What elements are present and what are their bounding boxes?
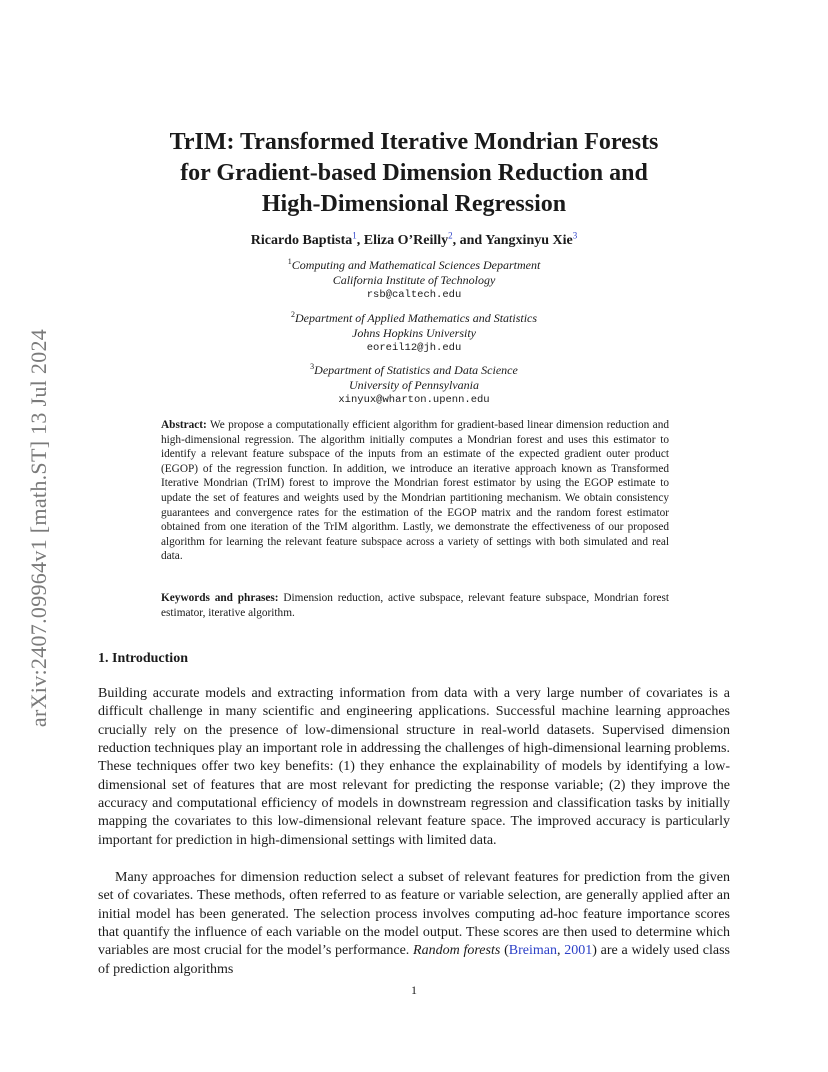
author-separator: , [356,233,364,248]
affiliation-department: Department of Applied Mathematics and Statistics [294,311,538,325]
keywords [161,591,669,620]
affiliation-block [100,311,728,356]
arxiv-identifier: arXiv:2407.09964v1 [math.ST] 13 Jul 2024 [26,328,51,728]
body-paragraph: Building accurate models and extracting information from data with a very large number of covariates is a difficult challenge in many scientific and engineering applications. Successful machine learning approaches crucially rely on the presence of low-dimensional structure in real-world datasets. Supervised dimension reduction techniques play an important role in addressing the challenges of high-dimensional learning problems. These techniques offer two key benefits: (1) they enhance the explainability of models by identifying a low-dimensional set of features that are most relevant for predicting the response variable; (2) they improve the accuracy and computational efficiency of models in downstream regression and classification tasks by initially mapping the covariates to this low-dimensional relevant feature space. The improved accuracy is particularly important for prediction in high-dimensional settings with limited data. [98,686,730,848]
paper-title [100,127,728,220]
author-list [100,230,728,249]
affiliation-email: eoreil12@jh.edu [366,342,462,354]
affiliation-block [100,363,728,408]
abstract-text: We propose a computationally efficient algorithm for gradient-based linear dimension reduction and high-dimensional regression. The algorithm initially computes a Mondrian forest and uses this estimator to identify a relevant feature subspace of the inputs from an estimate of the expected gradient outer product (EGOP) of the regression function. In addition, we introduce an iterative approach known as Transformed Iterative Mondrian (TrIM) forest to improve the Mondrian forest estimator by using the EGOP estimate to update the set of features and weights used by the Mondrian partitioning mechanism. We obtain consistency guarantees and convergence rates for the estimation of the EGOP matrix and the random forest estimator obtained from one iteration of the TrIM algorithm. Lastly, we demonstrate the effectiveness of our proposed algorithm for learning the relevant feature subspace across a variety of settings with both simulated and real data. [161,419,669,563]
affiliation-marker[interactable]: 3 [572,230,578,241]
keywords-label: Keywords and phrases: [161,592,279,604]
affiliation-block [100,258,728,303]
affiliation-number: 2 [290,310,295,319]
citation-year-link[interactable]: 2001 [564,943,593,959]
title-line-3: High-Dimensional Regression [261,191,567,217]
affiliation-institution: California Institute of Technology [332,273,496,287]
author-name: Ricardo Baptista [250,233,353,248]
citation-separator: , [556,943,565,959]
abstract-label: Abstract: [161,419,207,431]
keywords-text: Dimension reduction, active subspace, relevant feature subspace, Mondrian forest estimator, iterative algorithm. [161,592,670,619]
author-name: Eliza O’Reilly [363,233,449,248]
section-heading: 1. Introduction [98,651,188,666]
italic-term: Random forests [413,943,501,959]
affiliation-email: xinyux@wharton.upenn.edu [338,394,490,406]
paragraph-text: ) are a widely used class of prediction algorithms [98,943,730,977]
paragraph-text: Many approaches for dimension reduction select a subset of relevant features for prediction from the given set of covariates. These methods, often referred to as feature or variable selection, are generally applied after an initial model has been generated. The selection process involves computing ad-hoc feature importance scores that quantify the influence of each variable on the model output. These scores are then used to determine which variables are most crucial for the model’s performance. [98,870,730,959]
page-number: 1 [411,983,417,997]
affiliation-marker[interactable]: 2 [448,230,453,241]
author-separator: , and [452,233,486,248]
author-name: Yangxinyu Xie [485,233,573,248]
title-line-1: TrIM: Transformed Iterative Mondrian Forests [169,129,659,155]
affiliation-department: Department of Statistics and Data Science [314,363,518,377]
citation-author-link[interactable]: Breiman [508,943,557,959]
affiliation-institution: Johns Hopkins University [352,326,476,340]
paren-open: ( [500,943,509,959]
affiliation-marker[interactable]: 1 [352,230,357,241]
title-line-2: for Gradient-based Dimension Reduction and [180,160,648,186]
abstract [161,418,669,564]
body-paragraph [98,869,730,979]
arxiv-sidebar [22,283,56,773]
affiliation-department: Computing and Mathematical Sciences Department [291,258,541,272]
affiliation-institution: University of Pennsylvania [349,378,479,392]
affiliation-number: 1 [287,257,292,266]
affiliation-email: rsb@caltech.edu [366,289,462,301]
affiliation-number: 3 [310,362,315,371]
